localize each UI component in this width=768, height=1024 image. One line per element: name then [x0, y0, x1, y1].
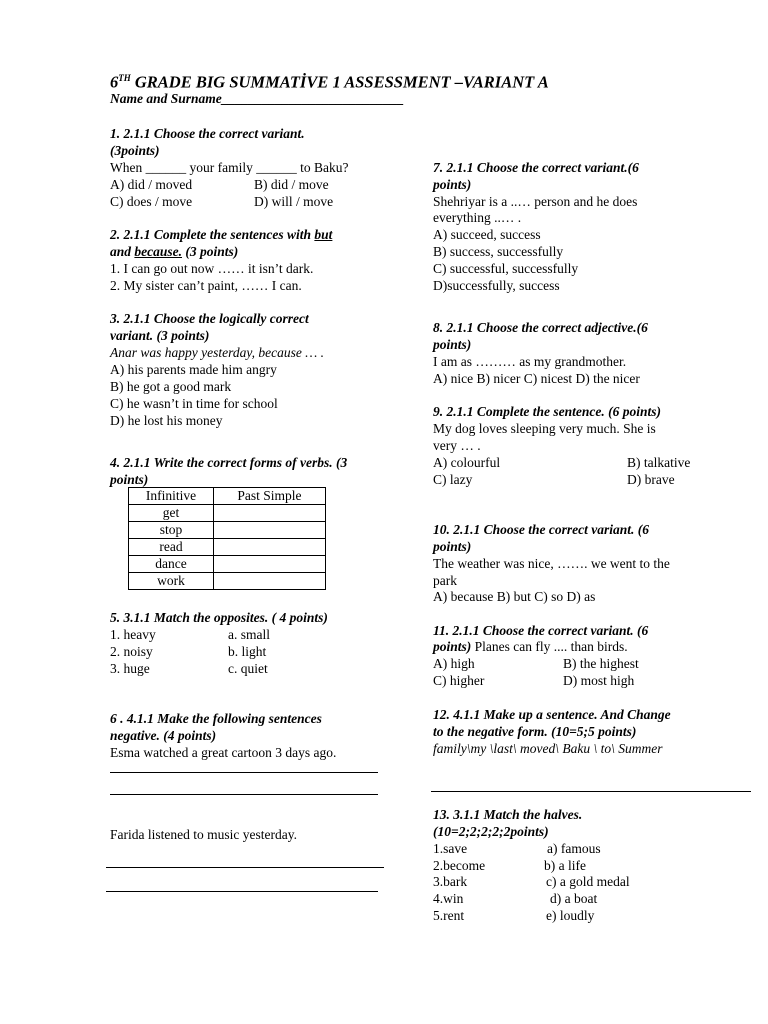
- q5-heading: 5. 3.1.1 Match the opposites. ( 4 points): [110, 610, 328, 625]
- q3-option-b[interactable]: B) he got a good mark: [110, 379, 232, 394]
- answer-cell[interactable]: [214, 573, 326, 590]
- answer-line[interactable]: [431, 791, 751, 792]
- q10-prompt-1: The weather was nice, ……. we went to the: [433, 556, 670, 571]
- q7-prompt-2: everything ..… .: [433, 210, 522, 225]
- q5-right-3: c. quiet: [228, 661, 268, 676]
- q3-option-d[interactable]: D) he lost his money: [110, 413, 223, 428]
- q12-words: family\my \last\ moved\ Baku \ to\ Summer: [433, 741, 663, 756]
- q3-option-c[interactable]: C) he wasn’t in time for school: [110, 396, 278, 411]
- q3-heading: 3. 2.1.1 Choose the logically correct: [110, 311, 309, 326]
- answer-line[interactable]: [110, 772, 378, 773]
- q10-prompt-2: park: [433, 573, 457, 588]
- q1-option-b[interactable]: B) did / move: [254, 177, 329, 192]
- q13-left-4: 4.win: [433, 891, 464, 906]
- table-row: [129, 522, 326, 539]
- verb-cell: get: [129, 505, 214, 522]
- q5-left-3: 3. huge: [110, 661, 150, 676]
- q2-heading: 2. 2.1.1 Complete the sentences with but: [110, 227, 333, 242]
- q9-option-a[interactable]: A) colourful: [433, 455, 501, 470]
- q13-right-1: a) famous: [547, 841, 601, 856]
- q9-option-b[interactable]: B) talkative: [627, 455, 691, 470]
- q11-heading: 11. 2.1.1 Choose the correct variant. (6: [433, 623, 649, 638]
- q1-option-c[interactable]: C) does / move: [110, 194, 193, 209]
- answer-cell[interactable]: [214, 556, 326, 573]
- q3-heading-2: variant. (3 points): [110, 328, 210, 343]
- q7-option-d[interactable]: D)successfully, success: [433, 278, 560, 293]
- table-row: [129, 539, 326, 556]
- q13-heading: 13. 3.1.1 Match the halves.: [433, 807, 583, 822]
- name-surname-field[interactable]: Name and Surname___________________________: [110, 91, 405, 106]
- q5-right-1: a. small: [228, 627, 270, 642]
- q11-option-c[interactable]: C) higher: [433, 673, 485, 688]
- q10-heading: 10. 2.1.1 Choose the correct variant. (6: [433, 522, 649, 537]
- q8-prompt: I am as ……… as my grandmother.: [433, 354, 627, 369]
- q13-left-1: 1.save: [433, 841, 468, 856]
- verb-cell: work: [129, 573, 214, 590]
- q8-options[interactable]: A) nice B) nicer C) nicest D) the nicer: [433, 371, 640, 386]
- q4-heading: 4. 2.1.1 Write the correct forms of verbs. (3: [110, 455, 348, 470]
- table-row: [129, 556, 326, 573]
- q2-line-2: 2. My sister can’t paint, …… I can.: [110, 278, 302, 293]
- q12-heading-2: to the negative form. (10=5;5 points): [433, 724, 637, 739]
- q11-option-b[interactable]: B) the highest: [563, 656, 639, 671]
- q5-left-2: 2. noisy: [110, 644, 153, 659]
- q10-options[interactable]: A) because B) but C) so D) as: [433, 589, 596, 604]
- q3-prompt: Anar was happy yesterday, because … .: [110, 345, 324, 360]
- q1-points: (3points): [110, 143, 160, 158]
- q6-sentence-1: Esma watched a great cartoon 3 days ago.: [110, 745, 337, 760]
- page-title: 6TH GRADE BIG SUMMATİVE 1 ASSESSMENT –VARIANT A: [110, 72, 549, 92]
- q1-option-d[interactable]: D) will / move: [254, 194, 334, 209]
- verb-cell: dance: [129, 556, 214, 573]
- verb-cell: read: [129, 539, 214, 556]
- q7-option-b[interactable]: B) success, successfully: [433, 244, 564, 259]
- q8-heading-2: points): [433, 337, 472, 352]
- q13-right-5: e) loudly: [546, 908, 595, 923]
- q8-heading: 8. 2.1.1 Choose the correct adjective.(6: [433, 320, 648, 335]
- q7-heading: 7. 2.1.1 Choose the correct variant.(6: [433, 160, 639, 175]
- q13-left-2: 2.become: [433, 858, 486, 873]
- q9-option-c[interactable]: C) lazy: [433, 472, 473, 487]
- answer-cell[interactable]: [214, 522, 326, 539]
- answer-cell[interactable]: [214, 505, 326, 522]
- q2-line-1: 1. I can go out now …… it isn’t dark.: [110, 261, 314, 276]
- col-past-simple: Past Simple: [214, 488, 326, 505]
- q13-right-4: d) a boat: [550, 891, 598, 906]
- q1-option-a[interactable]: A) did / moved: [110, 177, 193, 192]
- table-row: [129, 505, 326, 522]
- answer-cell[interactable]: [214, 539, 326, 556]
- q9-prompt-1: My dog loves sleeping very much. She is: [433, 421, 656, 436]
- q11-option-d[interactable]: D) most high: [563, 673, 635, 688]
- q7-option-c[interactable]: C) successful, successfully: [433, 261, 579, 276]
- q2-heading-2: and because. (3 points): [110, 244, 239, 259]
- q13-left-5: 5.rent: [433, 908, 465, 923]
- q13-heading-2: (10=2;2;2;2;2points): [433, 824, 549, 839]
- q5-left-1: 1. heavy: [110, 627, 156, 642]
- q7-prompt-1: Shehriyar is a ..… person and he does: [433, 194, 638, 209]
- answer-line[interactable]: [110, 794, 378, 795]
- q7-heading-2: points): [433, 177, 472, 192]
- q3-option-a[interactable]: A) his parents made him angry: [110, 362, 277, 377]
- q12-heading: 12. 4.1.1 Make up a sentence. And Change: [433, 707, 671, 722]
- table-header-row: [129, 488, 326, 505]
- q13-left-3: 3.bark: [433, 874, 468, 889]
- q9-heading: 9. 2.1.1 Complete the sentence. (6 points): [433, 404, 661, 419]
- answer-line[interactable]: [106, 867, 384, 868]
- q1-heading: 1. 2.1.1 Choose the correct variant.: [110, 126, 305, 141]
- col-infinitive: Infinitive: [129, 488, 214, 505]
- q11-option-a[interactable]: A) high: [433, 656, 475, 671]
- q9-option-d[interactable]: D) brave: [627, 472, 675, 487]
- verbs-table: [128, 487, 326, 590]
- q7-option-a[interactable]: A) succeed, success: [433, 227, 541, 242]
- table-row: [129, 573, 326, 590]
- q10-heading-2: points): [433, 539, 472, 554]
- q13-right-2: b) a life: [544, 858, 586, 873]
- verb-cell: stop: [129, 522, 214, 539]
- q4-heading-2: points): [110, 472, 149, 487]
- q6-heading: 6 . 4.1.1 Make the following sentences: [110, 711, 322, 726]
- q11-heading-2: points) Planes can fly .... than birds.: [433, 639, 628, 654]
- q5-right-2: b. light: [228, 644, 267, 659]
- q6-sentence-2: Farida listened to music yesterday.: [110, 827, 297, 842]
- q9-prompt-2: very … .: [433, 438, 481, 453]
- q1-question: When ______ your family ______ to Baku?: [110, 160, 349, 175]
- q13-right-3: c) a gold medal: [546, 874, 630, 889]
- answer-line[interactable]: [106, 891, 378, 892]
- q6-heading-2: negative. (4 points): [110, 728, 217, 743]
